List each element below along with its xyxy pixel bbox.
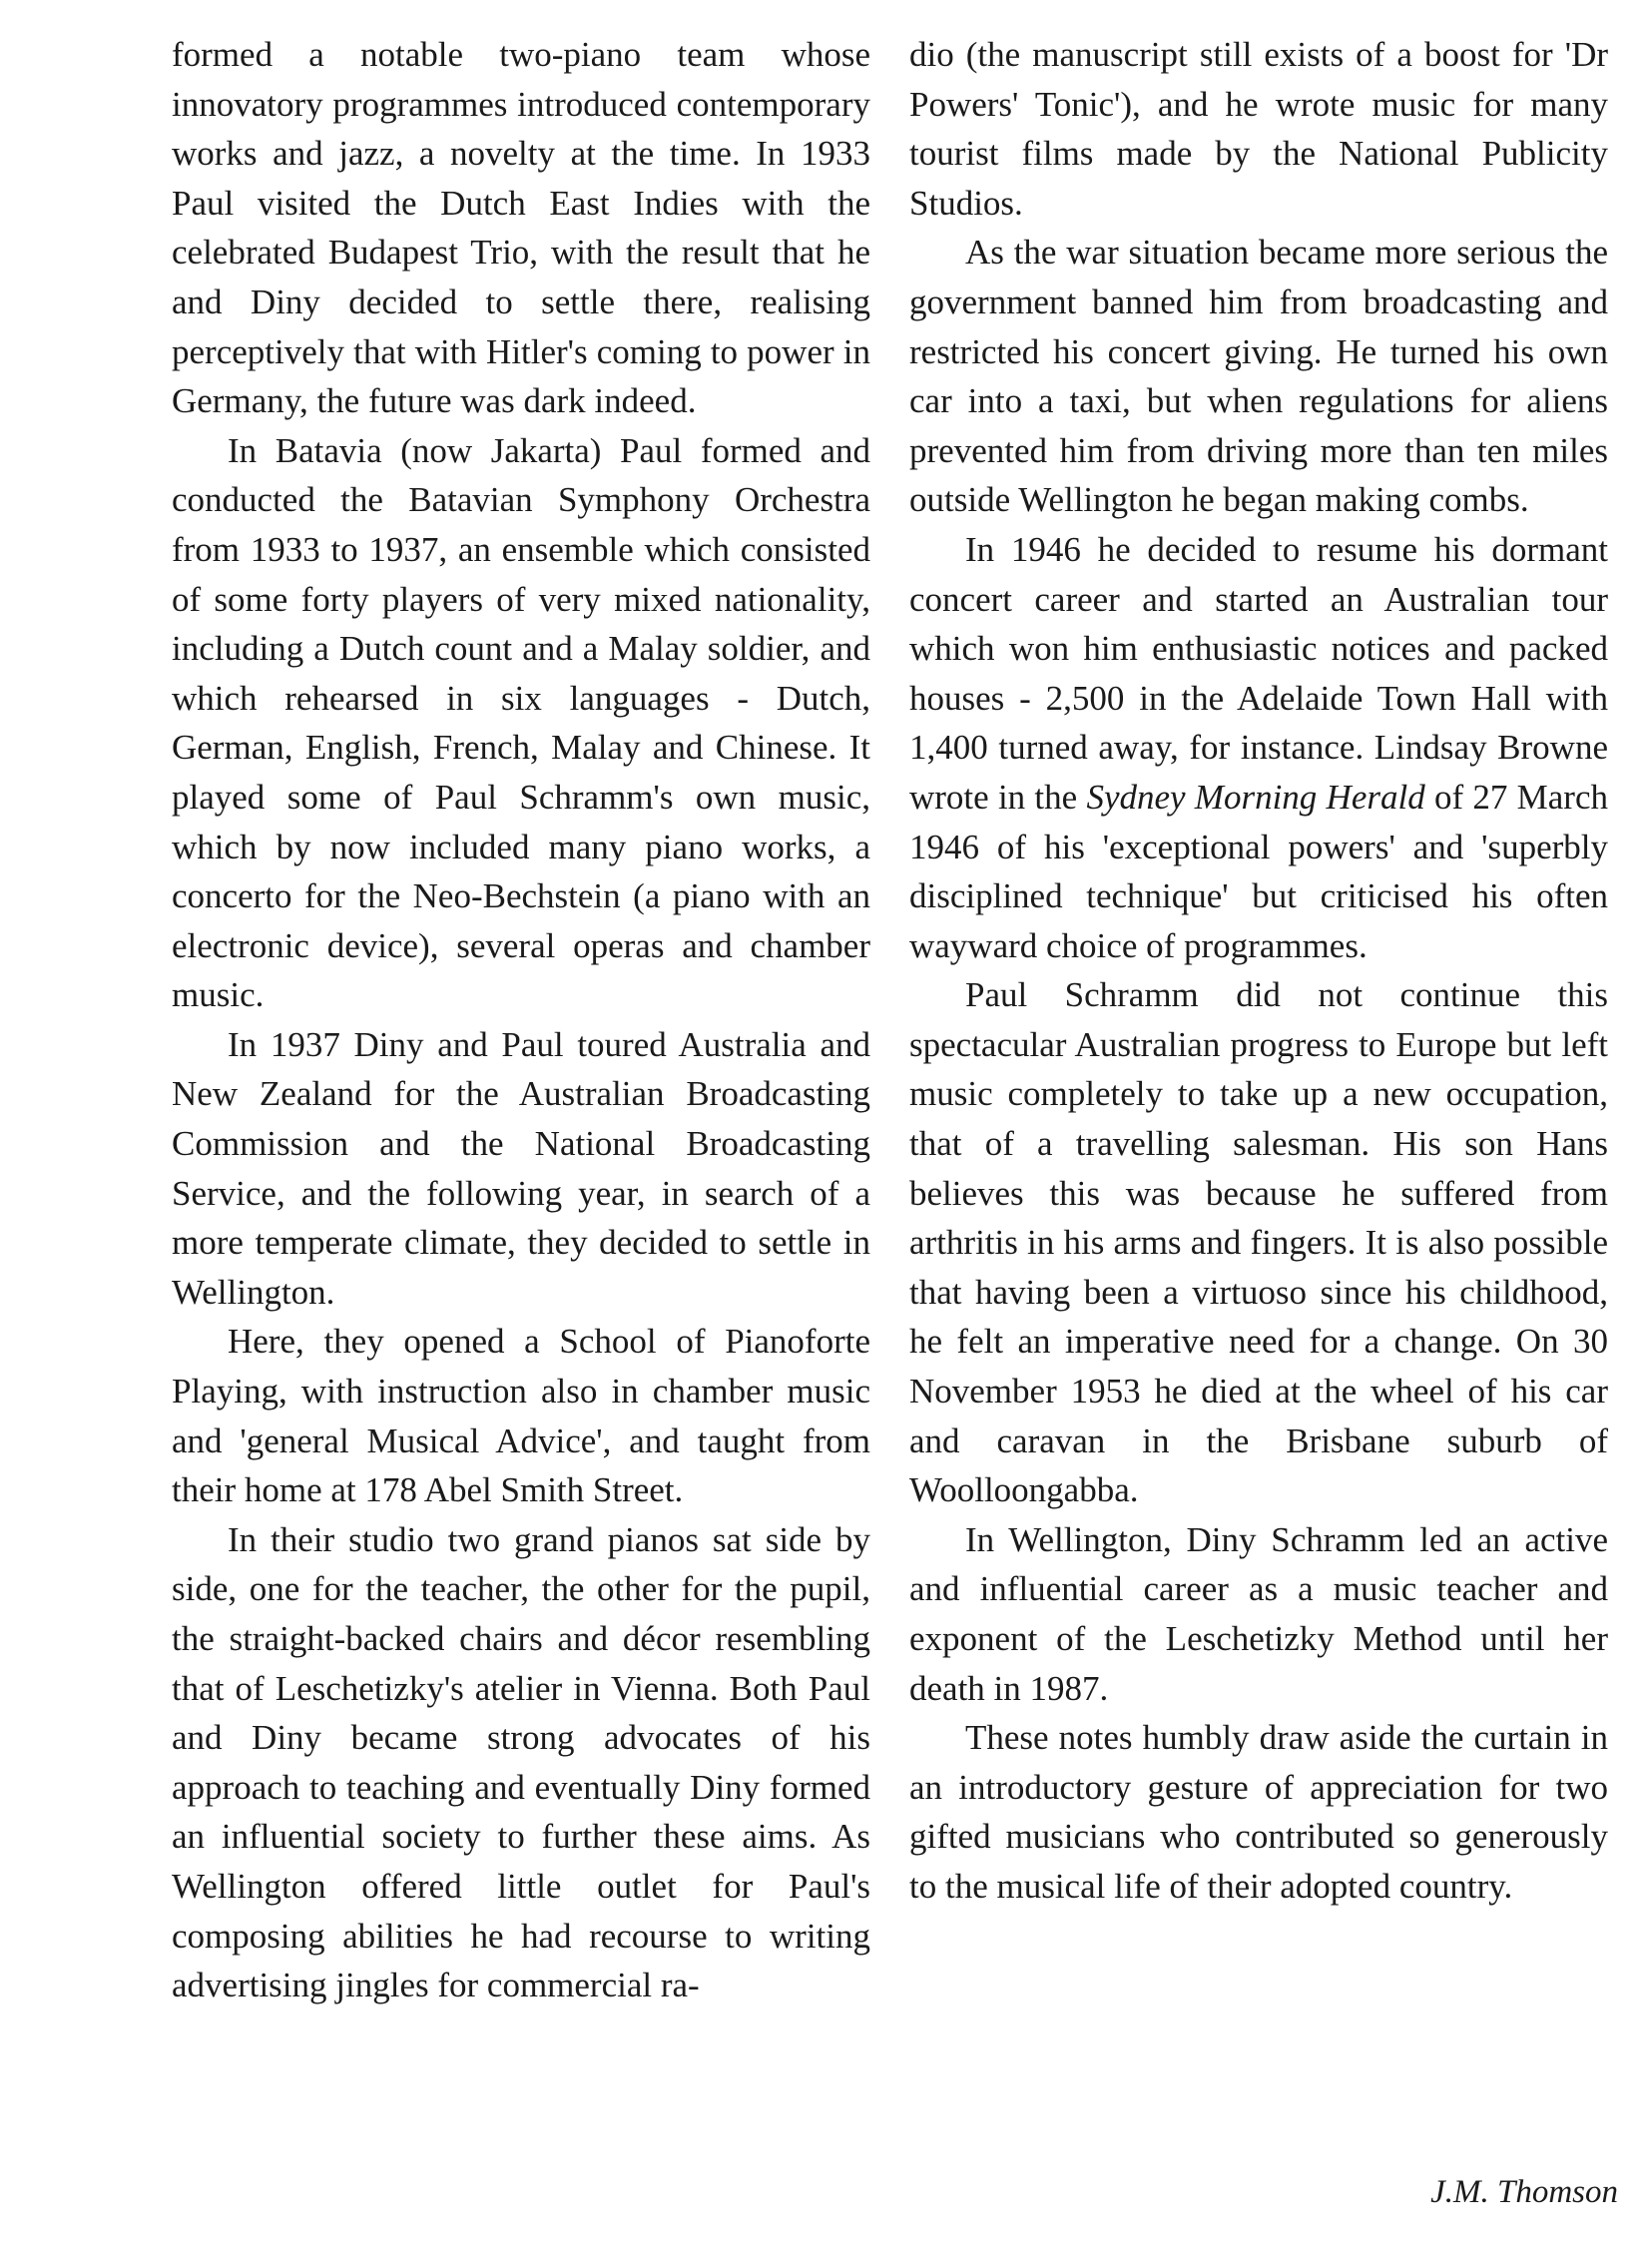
paragraph-closing: These notes humbly draw aside the curtain in an introductory gesture of appreciation for two gifted musicians who contributed so generously to the musical life of their adopted country. <box>909 1718 1608 1906</box>
right-column <box>909 30 1608 1912</box>
paragraph-batavia: In Batavia (now Jakarta) Paul formed and conducted the Batavian Symphony Orchestra from 1933 to 1937, an ensemble which consisted of some forty players of very mixed nationality, including a Dutch count and a Malay soldier, and which rehearsed in six languages - Dutch, German, English, French, Malay and Chinese. It played some of Paul Schramm's own music, which by now included many piano works, a concerto for the Neo-Bechstein (a piano with an electronic device), several operas and chamber music. <box>172 430 870 1015</box>
paragraph-later-life: Paul Schramm did not continue this spectacular Australian progress to Europe but left music completely to take up a new occupation, that of a travelling salesman. His son Hans believes this was because he suffered from arthritis in his arms and fingers. It is also possible that having been a virtuoso since his childhood, he felt an imperative need for a change. On 30 November 1953 he died at the wheel of his car and caravan in the Brisbane suburb of Woolloongabba. <box>909 975 1608 1510</box>
paragraph-continuation: formed a notable two-piano team whose innovatory programmes introduced contemporary works and jazz, a novelty at the time. In 1933 Paul visited the Dutch East Indies with the celebrated Budapest Trio, with the result that he and Diny decided to settle there, realising perceptively that with Hitler's coming to power in Germany, the future was dark indeed. <box>172 35 870 421</box>
paragraph-war: As the war situation became more serious the government banned him from broadcasting and restricted his concert giving. He turned his own car into a taxi, but when regulations for aliens prevented him from driving more than ten miles outside Wellington he began making combs. <box>909 233 1608 520</box>
paragraph-tour-1937: In 1937 Diny and Paul toured Australia and New Zealand for the Australian Broadcasting Commission and the National Broadcasting Service, and the following year, in search of a more temperate climate, they decided to settle in Wellington. <box>172 1024 870 1312</box>
paragraph-1946-text-a: In 1946 he decided to resume his dormant concert career and started an Australian tour which won him enthusiastic notices and packed houses - 2,500 in the Adelaide Town Hall with 1,400 turned away, for instance. Lindsay Browne wrote in the <box>909 529 1608 817</box>
paragraph-1946-text-b: of 27 March 1946 of his 'exceptional powers' and 'superbly disciplined technique' but criticised his often wayward choice of programmes. <box>909 777 1608 965</box>
paragraph-school: Here, they opened a School of Pianoforte Playing, with instruction also in chamber music and 'general Musical Advice', and taught from their home at 178 Abel Smith Street. <box>172 1322 870 1510</box>
paragraph-studio: In their studio two grand pianos sat side by side, one for the teacher, the other for the pupil, the straight-backed chairs and décor resembling that of Leschetizky's atelier in Vienna. Both Paul and Diny became strong advocates of his approach to teaching and eventually Diny formed an influential society to further these aims. As Wellington offered little outlet for Paul's composing abilities he had recourse to writing advertising jingles for commercial ra- <box>172 1519 870 2005</box>
paragraph-diny-career: In Wellington, Diny Schramm led an active and influential career as a music teacher and exponent of the Leschetizky Method until her death in 1987. <box>909 1519 1608 1708</box>
paragraph-1946-tour <box>909 525 1608 970</box>
newspaper-title: Sydney Morning Herald <box>1086 777 1425 817</box>
author-signature: J.M. Thomson <box>1430 2174 1618 2210</box>
left-column <box>172 30 870 2010</box>
paragraph-radio: dio (the manuscript still exists of a boost for 'Dr Powers' Tonic'), and he wrote music for many tourist films made by the National Publicity Studios. <box>909 35 1608 223</box>
